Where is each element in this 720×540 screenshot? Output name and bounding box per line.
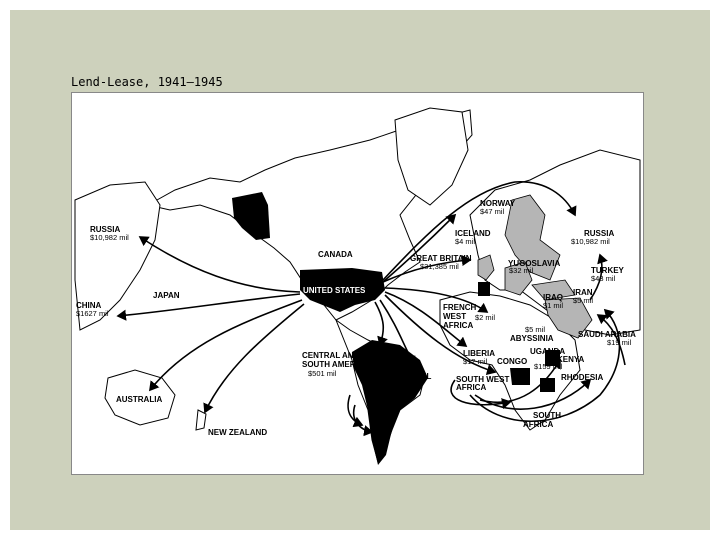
russia-east-amount: $10,982 mil (571, 237, 610, 246)
alaska-shape (232, 192, 270, 240)
united-states-label: UNITED STATES (303, 286, 366, 295)
french-west-africa-label-1: FRENCH (443, 303, 477, 312)
french-west-africa-label-2: WEST (443, 312, 467, 321)
fr-west-africa-shape (478, 282, 490, 296)
kenya-label: KENYA (557, 355, 585, 364)
south-africa-label-1: SOUTH (533, 411, 561, 420)
french-west-africa-label-3: AFRICA (443, 321, 474, 330)
abyssinia-amount: $5 mil (525, 325, 546, 334)
norway-amount: $47 mil (480, 207, 505, 216)
yugoslavia-label: YUGOSLAVIA (508, 259, 561, 268)
rhodesia-label: RHODESIA (561, 373, 604, 382)
norway-label: NORWAY (480, 199, 516, 208)
great-britain-label: GREAT BRITAIN (410, 254, 472, 263)
liberia-label: LIBERIA (463, 349, 495, 358)
central-south-america-label-2: SOUTH AMERICA (302, 360, 370, 369)
russia-west-amount: $10,982 mil (90, 233, 129, 242)
south-west-africa-label-1: SOUTH WEST (456, 375, 510, 384)
new-zealand-label: NEW ZEALAND (208, 428, 268, 437)
iraq-label: IRAQ (543, 293, 563, 302)
iran-amount: $5 mil (573, 296, 594, 305)
map-title: Lend-Lease, 1941–1945 (71, 75, 223, 89)
brazil-label: BRAZIL (402, 372, 432, 381)
french-west-africa-amount: $2 mil (475, 313, 496, 322)
congo-shape (510, 368, 530, 385)
central-south-america-amount: $501 mil (308, 369, 337, 378)
iceland-amount: $4 mil (455, 237, 476, 246)
south-africa-label-2: AFRICA (523, 420, 554, 429)
yugoslavia-amount: $32 mil (509, 266, 534, 275)
abyssinia-label: ABYSSINIA (510, 334, 554, 343)
new-zealand-outline (196, 410, 206, 430)
saudi-arabia-label: SAUDI ARABIA (578, 330, 636, 339)
central-south-america-label-1: CENTRAL AND (302, 351, 360, 360)
turkey-label: TURKEY (591, 266, 624, 275)
south-america-shape (352, 340, 428, 465)
uganda-label: UGANDA (530, 347, 566, 356)
china-label: CHINA (76, 301, 102, 310)
iceland-label: ICELAND (455, 229, 491, 238)
iraq-amount: $1 mil (543, 301, 564, 310)
iran-label: IRAN (573, 288, 593, 297)
liberia-amount: $12 mil (463, 357, 488, 366)
south-west-africa-label-2: AFRICA (456, 383, 487, 392)
canada-label: CANADA (318, 250, 353, 259)
russia-east-label: RUSSIA (584, 229, 615, 238)
russia-west-label: RUSSIA (90, 225, 121, 234)
china-amount: $1627 mil (76, 309, 109, 318)
australia-label: AUSTRALIA (116, 395, 163, 404)
congo-label: CONGO (497, 357, 528, 366)
congo-amount: $159 mil (534, 362, 563, 371)
great-britain-amount: $31,385 mil (420, 262, 459, 271)
saudi-arabia-amount: $19 mil (607, 338, 632, 347)
turkey-amount: $43 mil (591, 274, 616, 283)
rhodesia-shape (540, 378, 555, 392)
japan-label: JAPAN (153, 291, 180, 300)
